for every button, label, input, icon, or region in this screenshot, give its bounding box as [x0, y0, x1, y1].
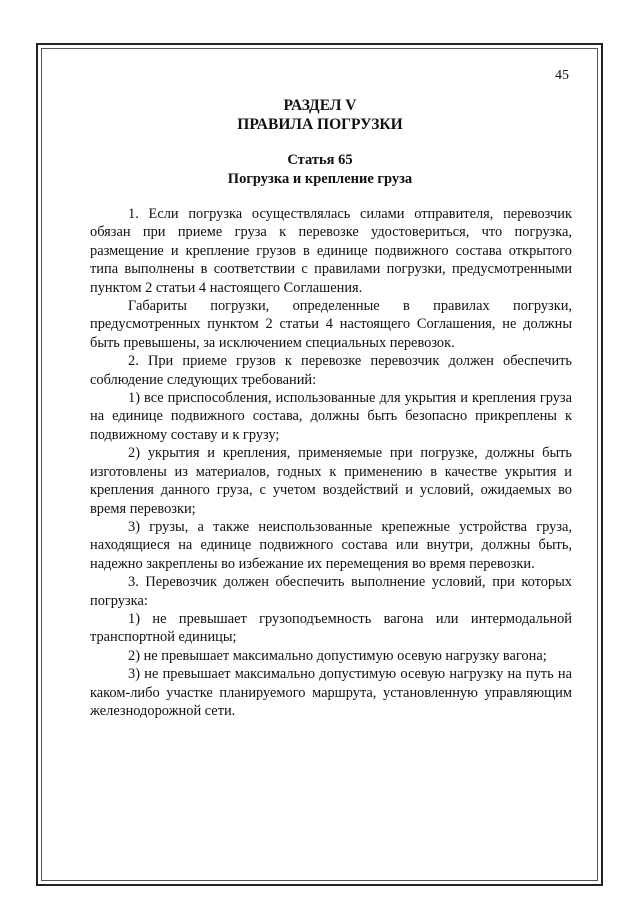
article-title: Погрузка и крепление груза [227, 171, 413, 187]
page-number: 45 [555, 68, 569, 83]
section-title: ПРАВИЛА ПОГРУЗКИ [237, 116, 403, 133]
paragraph: 3) грузы, а также неиспользованные крепежные устройства груза, находящиеся на единице подвижного состава или внутри, должны быть, надежно закреплены во избежание их перемещения во время перевозки. [90, 518, 572, 572]
paragraph: 1) все приспособления, использованные для укрытия и крепления груза на единице подвижного состава, должны быть безопасно прикреплены к подвижному составу и к грузу; [90, 390, 572, 443]
article-heading [0, 151, 640, 189]
paragraph: 3) не превышает максимально допустимую осевую нагрузку на путь на каком-либо участке планируемого маршрута, установленную управляющим железнодорожной сети. [90, 666, 572, 719]
article-body [90, 205, 572, 720]
paragraph: 1) не превышает грузоподъемность вагона или интермодальной транспортной единицы; [90, 610, 572, 646]
paragraph: Габариты погрузки, определенные в правилах погрузки, предусмотренных пунктом 2 статьи 4 настоящего Соглашения, не должны быть превышены, за исключением специальных перевозок. [90, 298, 572, 351]
section-heading [0, 96, 640, 134]
paragraph: 3. Перевозчик должен обеспечить выполнение условий, при которых погрузка: [90, 574, 572, 609]
article-number: Статья 65 [287, 152, 353, 168]
paragraph: 2) не превышает максимально допустимую осевую нагрузку вагона; [128, 647, 547, 664]
paragraph: 2. При приеме грузов к перевозке перевозчик должен обеспечить соблюдение следующих требований: [90, 353, 572, 388]
section-label: РАЗДЕЛ V [283, 97, 357, 114]
paragraph: 2) укрытия и крепления, применяемые при погрузке, должны быть изготовлены из материалов, годных к применению в качестве укрытия и крепления данного груза, с учетом воздействий и условий, ожидаемых во время перевозки; [90, 445, 572, 517]
paragraph: 1. Если погрузка осуществлялась силами отправителя, перевозчик обязан при приеме груза к перевозке удостовериться, что погрузка, размещение и крепление грузов в единице подвижного состава открытого типа выполнены в соответствии с правилами погрузки, предусмотренными пунктом 2 статьи 4 настоящего Соглашения. [90, 206, 572, 296]
